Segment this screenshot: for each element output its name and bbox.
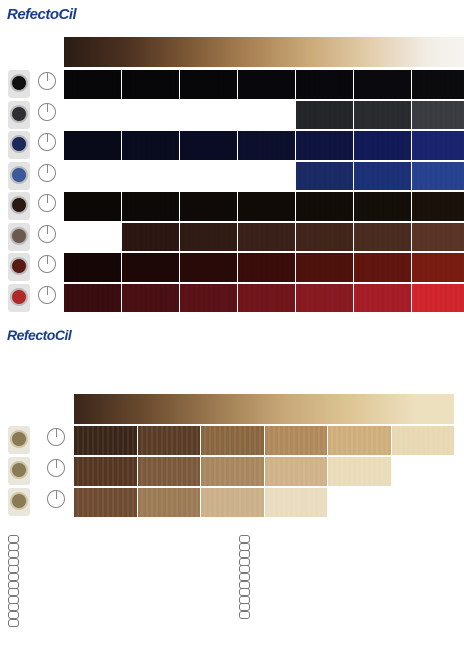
color-swatch xyxy=(64,131,121,160)
timer-icon xyxy=(38,133,56,151)
color-swatch xyxy=(122,253,179,282)
lang-code xyxy=(8,619,19,627)
color-swatch xyxy=(296,162,353,191)
timer-icon xyxy=(38,225,56,243)
color-swatch xyxy=(296,284,353,313)
color-swatch xyxy=(74,457,137,486)
shade-badge xyxy=(10,288,28,306)
color-swatch xyxy=(122,192,179,221)
color-swatch xyxy=(122,70,179,99)
color-swatch xyxy=(74,488,137,517)
bleach-badge xyxy=(10,461,28,479)
color-swatch xyxy=(296,253,353,282)
lang-code xyxy=(8,588,19,596)
color-swatch xyxy=(64,284,121,313)
shade-badge xyxy=(10,196,28,214)
color-swatch xyxy=(296,101,353,130)
color-swatch xyxy=(412,70,464,99)
lang-code xyxy=(239,550,250,558)
color-swatch xyxy=(74,426,137,455)
color-swatch xyxy=(354,192,411,221)
color-swatch xyxy=(180,131,237,160)
shade-badge xyxy=(10,166,28,184)
color-swatch xyxy=(180,284,237,313)
color-swatch xyxy=(238,253,295,282)
brand-logo-bottom: RefectoCil xyxy=(7,327,72,343)
color-swatch xyxy=(354,284,411,313)
timer-icon xyxy=(38,255,56,273)
color-swatch xyxy=(296,131,353,160)
color-swatch xyxy=(238,284,295,313)
color-swatch xyxy=(122,223,179,252)
lang-code xyxy=(8,550,19,558)
color-swatch xyxy=(265,426,328,455)
timer-icon xyxy=(38,72,56,90)
shade-badge xyxy=(10,105,28,123)
color-swatch xyxy=(138,488,201,517)
color-swatch xyxy=(238,131,295,160)
color-swatch xyxy=(412,131,464,160)
color-swatch xyxy=(354,101,411,130)
color-swatch xyxy=(238,192,295,221)
color-swatch xyxy=(180,223,237,252)
color-swatch xyxy=(412,284,464,313)
shade-badge xyxy=(10,257,28,275)
color-swatch xyxy=(201,457,264,486)
color-swatch xyxy=(296,70,353,99)
header-strip xyxy=(74,394,454,424)
color-swatch xyxy=(412,192,464,221)
color-swatch xyxy=(138,457,201,486)
lang-code xyxy=(239,535,250,543)
color-swatch xyxy=(122,284,179,313)
color-swatch xyxy=(180,192,237,221)
color-swatch xyxy=(238,70,295,99)
timer-icon xyxy=(47,490,65,508)
color-swatch xyxy=(64,253,121,282)
color-swatch xyxy=(354,223,411,252)
color-swatch xyxy=(64,70,121,99)
color-swatch xyxy=(238,223,295,252)
color-swatch xyxy=(296,192,353,221)
shade-badge xyxy=(10,227,28,245)
color-swatch xyxy=(354,70,411,99)
color-swatch xyxy=(201,488,264,517)
timer-icon xyxy=(47,428,65,446)
lang-code xyxy=(239,611,250,619)
color-swatch xyxy=(354,253,411,282)
color-swatch xyxy=(392,426,455,455)
timer-icon xyxy=(38,164,56,182)
lang-code xyxy=(239,573,250,581)
color-swatch xyxy=(412,253,464,282)
timer-icon xyxy=(47,459,65,477)
timer-icon xyxy=(38,103,56,121)
color-swatch xyxy=(180,70,237,99)
bleach-badge xyxy=(10,492,28,510)
color-swatch xyxy=(201,426,264,455)
lang-code xyxy=(8,611,19,619)
color-swatch xyxy=(412,162,464,191)
color-swatch xyxy=(328,426,391,455)
color-swatch xyxy=(180,253,237,282)
color-swatch xyxy=(328,457,391,486)
color-swatch xyxy=(412,223,464,252)
timer-icon xyxy=(38,194,56,212)
color-swatch xyxy=(122,131,179,160)
color-swatch xyxy=(138,426,201,455)
color-swatch xyxy=(412,101,464,130)
shade-badge xyxy=(10,135,28,153)
bleach-badge xyxy=(10,430,28,448)
shade-badge xyxy=(10,74,28,92)
color-swatch xyxy=(64,192,121,221)
color-swatch xyxy=(265,457,328,486)
color-swatch xyxy=(354,162,411,191)
brand-logo: RefectoCil xyxy=(7,6,77,23)
timer-icon xyxy=(38,286,56,304)
color-swatch xyxy=(296,223,353,252)
color-swatch xyxy=(265,488,328,517)
lang-code xyxy=(239,588,250,596)
lang-code xyxy=(8,573,19,581)
color-swatch xyxy=(354,131,411,160)
lang-code xyxy=(8,535,19,543)
header-strip xyxy=(64,37,464,67)
